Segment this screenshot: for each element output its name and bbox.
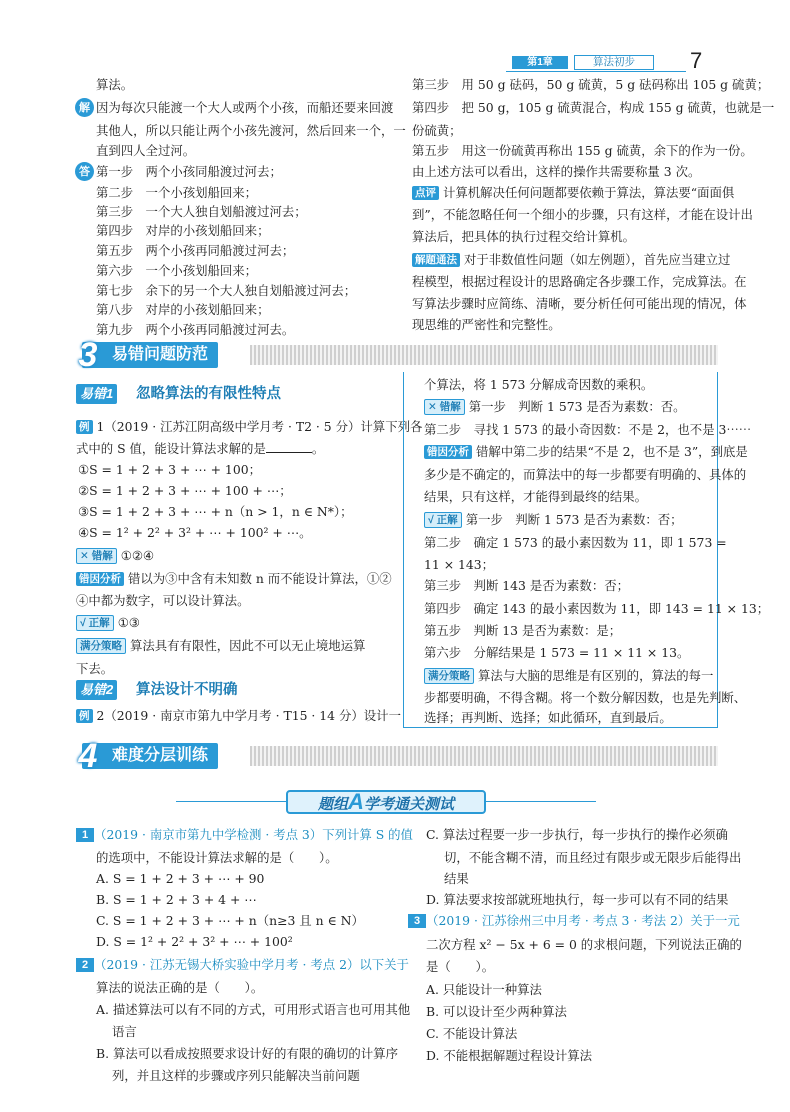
text-line: 算法。: [96, 77, 134, 92]
method-text: 对于非数值性问题（如左例题），首先应当建立过: [464, 252, 731, 267]
option-c-continued: 切，不能含糊不清，而且经过有限步或无限步后能得出: [444, 850, 742, 865]
correct-answer-line: [424, 511, 683, 529]
correct-answer-line: [76, 614, 140, 632]
error-2-badge: 易错2: [76, 680, 117, 700]
reason-text: 错以为③中含有未知数 n 而不能设计算法，①②: [128, 571, 392, 586]
option-a[interactable]: A. 描述算法可以有不同的方式，可用形式语言也可用其他: [96, 1002, 411, 1017]
correct-step: 11 × 143；: [424, 557, 495, 572]
question-2-stem: 算法的说法正确的是（ ）。: [96, 980, 264, 995]
option-c-continued: 结果: [444, 871, 469, 886]
error-1-badge: 易错1: [76, 384, 117, 404]
example-end: 。: [311, 441, 325, 456]
wrong-step: 第一步 判断 1 573 是否为素数：否。: [468, 399, 686, 414]
step-line: 第四步 把 50 g，105 g 硫黄混合，构成 155 g 硫黄，也就是一: [412, 100, 775, 115]
group-banner: [286, 788, 486, 816]
tongfa-tag: 解题通法: [412, 253, 460, 267]
error-2-title: 算法设计不明确: [136, 682, 238, 698]
option-b-continued: 列，并且这样的步骤或序列只能解决当前问题: [112, 1068, 360, 1083]
strategy-text: 算法与大脑的思维是有区别的，算法的每一: [478, 668, 714, 683]
strategy-line: 下去。: [76, 661, 114, 676]
example-tag: 例: [76, 420, 93, 434]
strategy-line: 步都要明确，不得含糊。将一个数分解因数，也是先判断、: [424, 690, 747, 705]
text-line: 份硫黄；: [412, 123, 462, 138]
step-line: 第五步 两个小孩再同船渡过河去；: [96, 243, 295, 258]
example-2-line: [76, 707, 401, 725]
step-line: 第五步 用这一份硫黄再称出 155 g 硫黄，余下的作为一份。: [412, 143, 753, 158]
answer-blank: [266, 442, 312, 453]
question-text: （2019 · 南京市第九中学检测 · 考点 3）下列计算 S 的值: [94, 827, 413, 842]
group-letter: A: [348, 789, 364, 814]
group-pre: 题组: [318, 796, 349, 813]
zhengjie-tag: √ 正解: [424, 512, 462, 528]
strategy-text: 算法具有有限性，因此不可以无止境地运算: [130, 638, 366, 653]
wrong-step: 第二步 寻找 1 573 的最小奇因数：不是 2，也不是 3⋯⋯: [424, 422, 752, 437]
example-1-line: [76, 418, 422, 436]
question-3-stem: 是（ ）。: [426, 959, 495, 974]
group-post: 学考通关测试: [363, 796, 454, 813]
question-number: 1: [76, 828, 94, 842]
jie-marker: 解: [75, 98, 94, 117]
cuoyin-tag: 错因分析: [76, 572, 124, 586]
strategy-line: [424, 667, 713, 685]
example-1-line: [76, 440, 324, 458]
question-2-stem: [76, 956, 409, 974]
example-tag: 例: [76, 709, 93, 723]
zhengjie-tag: √ 正解: [76, 615, 114, 631]
question-number: 2: [76, 958, 94, 972]
reason-line: [76, 570, 392, 588]
comment-line: 算法后，把具体的执行过程交给计算机。: [412, 229, 636, 244]
error-1-title: 忽略算法的有限性特点: [136, 386, 281, 402]
text-line: 直到四人全过河。: [96, 143, 196, 158]
option-d[interactable]: D. 不能根据解题过程设计算法: [426, 1048, 593, 1063]
section-label: 算法初步: [574, 55, 654, 70]
option-b[interactable]: B. 算法可以看成按照要求设计好的有限的确切的计算序: [96, 1046, 398, 1061]
correct-step: 第四步 确定 143 的最小素因数为 11，即 143 = 11 × 13；: [424, 601, 770, 616]
correct-step: 第五步 判断 13 是否为素数：是；: [424, 623, 622, 638]
cuojie-tag: ✕ 错解: [76, 548, 117, 564]
option-c[interactable]: C. 算法过程要一步一步执行，每一步执行的操作必须确: [426, 827, 728, 842]
strategy-line: [76, 637, 365, 655]
section-title: 难度分层训练: [82, 743, 218, 769]
section-stripe: [250, 345, 718, 365]
option-c[interactable]: C. S = 1 + 2 + 3 + ⋯ + n（n≥3 且 n ∈ N）: [96, 913, 364, 928]
section-title: 易错问题防范: [82, 342, 218, 368]
strategy-line: 选择；再判断、选择；如此循环，直到最后。: [424, 710, 672, 725]
reason-line: 多少是不确定的，而算法中的每一步都要有明确的、具体的: [424, 467, 747, 482]
question-3-stem: [408, 912, 740, 930]
text-line: 其他人，所以只能让两个小孩先渡河，然后回来一个，一: [96, 123, 406, 138]
correct-step: 第六步 分解结果是 1 573 = 11 × 11 × 13。: [424, 645, 690, 660]
section-stripe: [250, 746, 718, 766]
page-number: 7: [690, 48, 703, 73]
option-c[interactable]: C. 不能设计算法: [426, 1026, 518, 1041]
step-line: 第二步 一个小孩划船回来；: [96, 185, 258, 200]
method-line: 程模型，根据过程设计的思路确定各步骤工作，完成算法。在: [412, 274, 747, 289]
question-1-stem: 的选项中，不能设计算法求解的是（ ）。: [96, 850, 338, 865]
step-line: 第一步 两个小孩同船渡过河去；: [96, 164, 282, 179]
correct-step: 第二步 确定 1 573 的最小素因数为 11，即 1 573 =: [424, 535, 727, 550]
banner-line-left: [176, 801, 286, 802]
comment-line: 到”，不能忽略任何一个细小的步骤，只有这样，才能在设计出: [412, 207, 753, 222]
reason-line: [424, 443, 748, 461]
step-line: 第八步 对岸的小孩划船回来；: [96, 302, 270, 317]
header-rule: [506, 71, 686, 72]
text-line: 因为每次只能渡一个大人或两个小孩，而船还要来回渡: [96, 100, 394, 115]
section-number: 4: [78, 737, 98, 775]
comment-text: 计算机解决任何问题都要依赖于算法，算法要“面面俱: [443, 185, 735, 200]
option-d[interactable]: D. S = 1² + 2² + 3² + ⋯ + 100²: [96, 934, 293, 949]
option-a[interactable]: A. S = 1 + 2 + 3 + ⋯ + 90: [96, 871, 265, 886]
correct-step: 第一步 判断 1 573 是否为素数：否；: [465, 512, 683, 527]
option-line: ①S = 1 + 2 + 3 + ⋯ + 100；: [78, 462, 261, 477]
wrong-answer: ①②④: [120, 548, 155, 563]
celue-tag: 满分策略: [76, 638, 126, 654]
option-line: ②S = 1 + 2 + 3 + ⋯ + 100 + ⋯；: [78, 483, 292, 498]
option-a[interactable]: A. 只能设计一种算法: [426, 982, 542, 997]
question-text: （2019 · 江苏无锡大桥实验中学月考 · 考点 2）以下关于: [94, 957, 409, 972]
correct-answer: ①③: [117, 615, 140, 630]
dianping-tag: 点评: [412, 186, 439, 200]
step-line: 第九步 两个小孩再同船渡过河去。: [96, 322, 295, 337]
cuojie-tag: ✕ 错解: [424, 399, 465, 415]
reason-text: 错解中第二步的结果“不是 2，也不是 3”，到底是: [476, 444, 748, 459]
step-line: 第六步 一个小孩划船回来；: [96, 263, 258, 278]
reason-line: 结果，只有这样，才能得到最终的结果。: [424, 489, 648, 504]
option-d[interactable]: D. 算法要求按部就班地执行，每一步可以有不同的结果: [426, 892, 729, 907]
method-line: 现思维的严密性和完整性。: [412, 317, 561, 332]
example-text: 1（2019 · 江苏江阴高级中学月考 · T2 · 5 分）计算下列各: [96, 419, 423, 434]
option-b[interactable]: B. 可以设计至少两种算法: [426, 1004, 567, 1019]
step-line: 第七步 余下的另一个大人独自划船渡过河去；: [96, 283, 357, 298]
question-number: 3: [408, 914, 426, 928]
section-3-right-box: [403, 372, 770, 728]
question-1-stem: [76, 826, 413, 844]
wrong-answer-line: [424, 398, 686, 416]
example-text: 式中的 S 值，能设计算法求解的是: [76, 441, 266, 456]
wrong-answer-line: [76, 547, 154, 565]
cuoyin-tag: 错因分析: [424, 445, 472, 459]
reason-line: ④中都为数字，可以设计算法。: [76, 593, 250, 608]
method-line: 写算法步骤时应简练、清晰，要分析任何可能出现的情况，体: [412, 296, 747, 311]
text-line: 由上述方法可以看出，这样的操作共需要称量 3 次。: [412, 164, 701, 179]
option-a-continued: 语言: [112, 1024, 137, 1039]
correct-step: 第三步 判断 143 是否为素数：否；: [424, 578, 629, 593]
question-text: （2019 · 江苏徐州三中月考 · 考点 3 · 考法 2）关于一元: [426, 913, 740, 928]
option-b[interactable]: B. S = 1 + 2 + 3 + 4 + ⋯: [96, 892, 257, 907]
page-header: [480, 50, 718, 74]
banner-line-right: [486, 801, 596, 802]
celue-tag: 满分策略: [424, 668, 474, 684]
step-line: 第三步 一个大人独自划船渡过河去；: [96, 204, 307, 219]
option-line: ③S = 1 + 2 + 3 + ⋯ + n（n > 1，n ∈ N*）；: [78, 504, 353, 519]
option-line: ④S = 1² + 2² + 3² + ⋯ + 100² + ⋯。: [78, 525, 312, 540]
group-title: [286, 790, 486, 814]
example-text: 2（2019 · 南京市第九中学月考 · T15 · 14 分）设计一: [96, 708, 401, 723]
section-number: 3: [78, 336, 98, 374]
comment-line: [412, 184, 734, 202]
method-line: [412, 251, 730, 269]
question-3-stem: 二次方程 x² − 5x + 6 = 0 的求根问题，下列说法正确的: [426, 937, 742, 952]
da-marker: 答: [75, 162, 94, 181]
example-2-continued: 个算法，将 1 573 分解成奇因数的乘积。: [424, 377, 654, 392]
step-line: 第四步 对岸的小孩划船回来；: [96, 223, 270, 238]
step-line: 第三步 用 50 g 砝码，50 g 硫黄，5 g 砝码称出 105 g 硫黄；: [412, 77, 770, 92]
chapter-label: 第1章: [512, 56, 568, 69]
